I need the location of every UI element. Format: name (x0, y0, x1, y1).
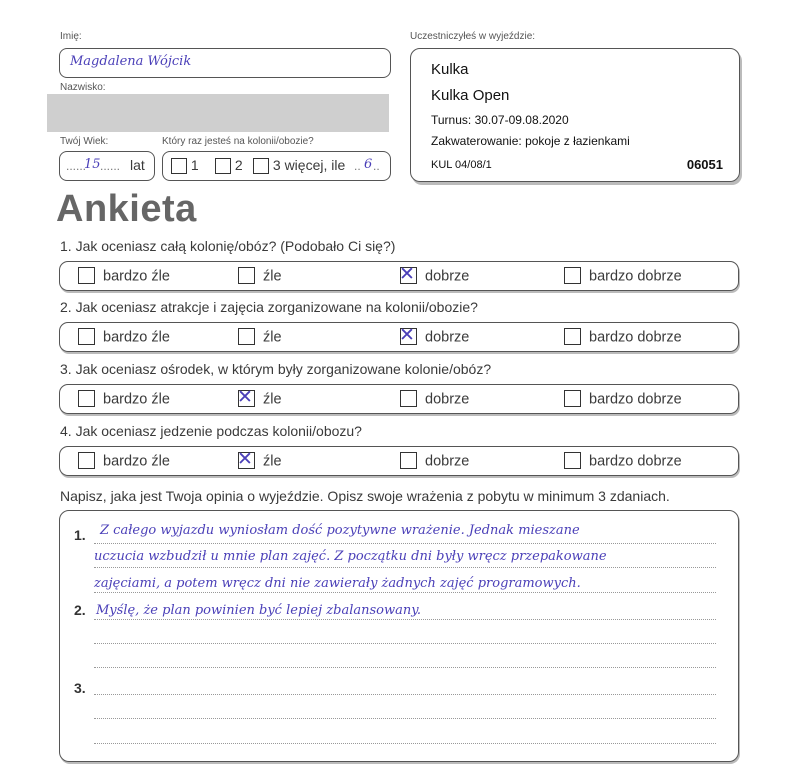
q1-option-label-1: bardzo źle (103, 268, 170, 285)
handwritten-line: Z całego wyjazdu wyniosłam dość pozytywne wrażenie. Jednak mieszane (100, 523, 580, 538)
question-title-3: 3. Jak oceniasz ośrodek, w którym były zorganizowane kolonie/obóz? (60, 361, 492, 377)
age-dots-2: ...... (100, 159, 121, 173)
q3-option-label-3: dobrze (425, 391, 470, 408)
times-checkbox-3[interactable] (253, 158, 269, 174)
handwritten-line: Myślę, że plan powinien być lepiej zbalansowany. (96, 603, 421, 618)
q2-option-3[interactable] (399, 324, 470, 346)
q2-option-4[interactable] (564, 329, 682, 346)
times-count: 6 (364, 157, 373, 172)
age-label: Twój Wiek: (60, 136, 109, 147)
times-field[interactable] (162, 151, 391, 181)
answer-rule (94, 567, 716, 568)
times-opt-2-label: 2 (234, 157, 243, 173)
q1-option-1[interactable] (78, 268, 170, 285)
answer-number-1: 1. (74, 527, 86, 543)
q3-option-1[interactable] (78, 391, 170, 408)
q4-option-3[interactable] (400, 453, 469, 470)
answer-rule (94, 694, 716, 695)
q1-option-label-4: bardzo dobrze (589, 268, 682, 285)
q1-checkbox-3[interactable] (399, 263, 417, 285)
question-title-4: 4. Jak oceniasz jedzenie podczas kolonii/obozu? (60, 423, 362, 439)
times-opt-3-label: 3 więcej, ile (272, 157, 346, 173)
question-options-1 (59, 261, 739, 291)
answer-number-2: 2. (74, 602, 86, 618)
surname-redacted-field (47, 94, 389, 132)
q1-checkbox-1[interactable] (78, 267, 95, 284)
answer-rule (94, 643, 716, 644)
q3-option-2[interactable] (237, 386, 282, 408)
q3-option-label-2: źle (263, 391, 282, 408)
q3-option-label-1: bardzo źle (103, 391, 170, 408)
question-options-2 (59, 322, 739, 352)
camp-number: 06051 (686, 157, 723, 172)
q1-option-4[interactable] (564, 268, 682, 285)
age-dots: ...... (66, 159, 87, 173)
q3-option-4[interactable] (564, 391, 682, 408)
answer-rule (94, 743, 716, 744)
q1-option-label-3: dobrze (425, 268, 470, 285)
times-checkbox-1[interactable] (171, 158, 187, 174)
q1-checkbox-4[interactable] (564, 267, 581, 284)
answer-rule (94, 543, 716, 544)
q3-checkbox-3[interactable] (400, 390, 417, 407)
camp-accommodation (431, 134, 630, 148)
q2-checkbox-4[interactable] (564, 328, 581, 345)
camp-code: KUL 04/08/1 (431, 159, 492, 171)
q2-option-2[interactable] (238, 329, 282, 346)
question-options-3 (59, 384, 739, 414)
camp-program: Kulka Open (431, 87, 510, 104)
answer-rule (94, 667, 716, 668)
q3-checkbox-1[interactable] (78, 390, 95, 407)
q2-option-label-1: bardzo źle (103, 329, 170, 346)
q2-option-label-2: źle (263, 329, 282, 346)
accommodation-label: Zakwaterowanie: (431, 134, 522, 148)
q2-checkbox-2[interactable] (238, 328, 255, 345)
name-value: Magdalena Wójcik (70, 54, 192, 69)
q4-option-label-1: bardzo źle (103, 453, 170, 470)
answer-rule (94, 718, 716, 719)
q4-option-2[interactable] (237, 448, 282, 470)
answer-rule (94, 592, 716, 593)
q2-option-1[interactable] (78, 329, 170, 346)
times-label: Który raz jesteś na kolonii/obozie? (162, 136, 314, 147)
times-dots: .. (354, 159, 361, 173)
q4-checkbox-3[interactable] (400, 452, 417, 469)
q3-checkbox-4[interactable] (564, 390, 581, 407)
q4-option-label-3: dobrze (425, 453, 470, 470)
opinion-answer-box[interactable] (59, 510, 739, 762)
q1-option-3[interactable] (399, 263, 470, 285)
opinion-prompt: Napisz, jaka jest Twoja opinia o wyjeździe. Opisz swoje wrażenia z pobytu w minimum 3 zdaniach. (60, 488, 670, 504)
question-title-2: 2. Jak oceniasz atrakcje i zajęcia zorganizowane na kolonii/obozie? (60, 299, 478, 315)
times-opt-1[interactable] (171, 157, 199, 174)
accommodation-value: pokoje z łazienkami (525, 134, 630, 148)
q4-option-4[interactable] (564, 453, 682, 470)
times-opt-3[interactable] (253, 157, 345, 174)
camp-turnus: Turnus: 30.07-09.08.2020 (431, 113, 569, 127)
handwritten-line: zajęciami, a potem wręcz dni nie zawierały żadnych zajęć programowych. (94, 576, 581, 591)
q3-checkbox-2[interactable] (237, 386, 255, 408)
q4-checkbox-1[interactable] (78, 452, 95, 469)
check-mark-icon: ✕ (237, 448, 253, 470)
check-mark-icon: ✕ (399, 263, 415, 285)
check-mark-icon: ✕ (399, 324, 415, 346)
times-opt-2[interactable] (215, 157, 243, 174)
q4-checkbox-2[interactable] (237, 448, 255, 470)
question-title-1: 1. Jak oceniasz całą kolonię/obóz? (Podobało Ci się?) (60, 238, 396, 254)
page-title: Ankieta (56, 188, 197, 230)
age-field[interactable] (59, 151, 155, 181)
question-options-4 (59, 446, 739, 476)
q2-option-label-4: bardzo dobrze (589, 329, 682, 346)
answer-number-3: 3. (74, 680, 86, 696)
camp-info-box (410, 48, 740, 182)
q2-option-label-3: dobrze (425, 329, 470, 346)
q2-checkbox-1[interactable] (78, 328, 95, 345)
age-value: 15 (84, 157, 101, 172)
surname-label: Nazwisko: (60, 82, 106, 93)
q3-option-3[interactable] (400, 391, 469, 408)
answer-rule (94, 619, 716, 620)
check-mark-icon: ✕ (237, 386, 253, 408)
participated-label: Uczestniczyłeś w wyjeździe: (410, 31, 536, 42)
q1-option-label-2: źle (263, 268, 282, 285)
name-label: Imię: (60, 31, 82, 42)
q4-option-label-2: źle (263, 453, 282, 470)
handwritten-line: uczucia wzbudził u mnie plan zajęć. Z początku dni były wręcz przepakowane (94, 549, 607, 564)
q1-option-2[interactable] (238, 268, 282, 285)
q4-checkbox-4[interactable] (564, 452, 581, 469)
times-opt-1-label: 1 (190, 157, 199, 173)
q1-checkbox-2[interactable] (238, 267, 255, 284)
q3-option-label-4: bardzo dobrze (589, 391, 682, 408)
q4-option-label-4: bardzo dobrze (589, 453, 682, 470)
q4-option-1[interactable] (78, 453, 170, 470)
times-dots-2: .. (373, 159, 380, 173)
times-checkbox-2[interactable] (215, 158, 231, 174)
age-suffix: lat (130, 157, 145, 173)
name-field[interactable] (59, 48, 391, 78)
camp-name: Kulka (431, 61, 469, 78)
q2-checkbox-3[interactable] (399, 324, 417, 346)
